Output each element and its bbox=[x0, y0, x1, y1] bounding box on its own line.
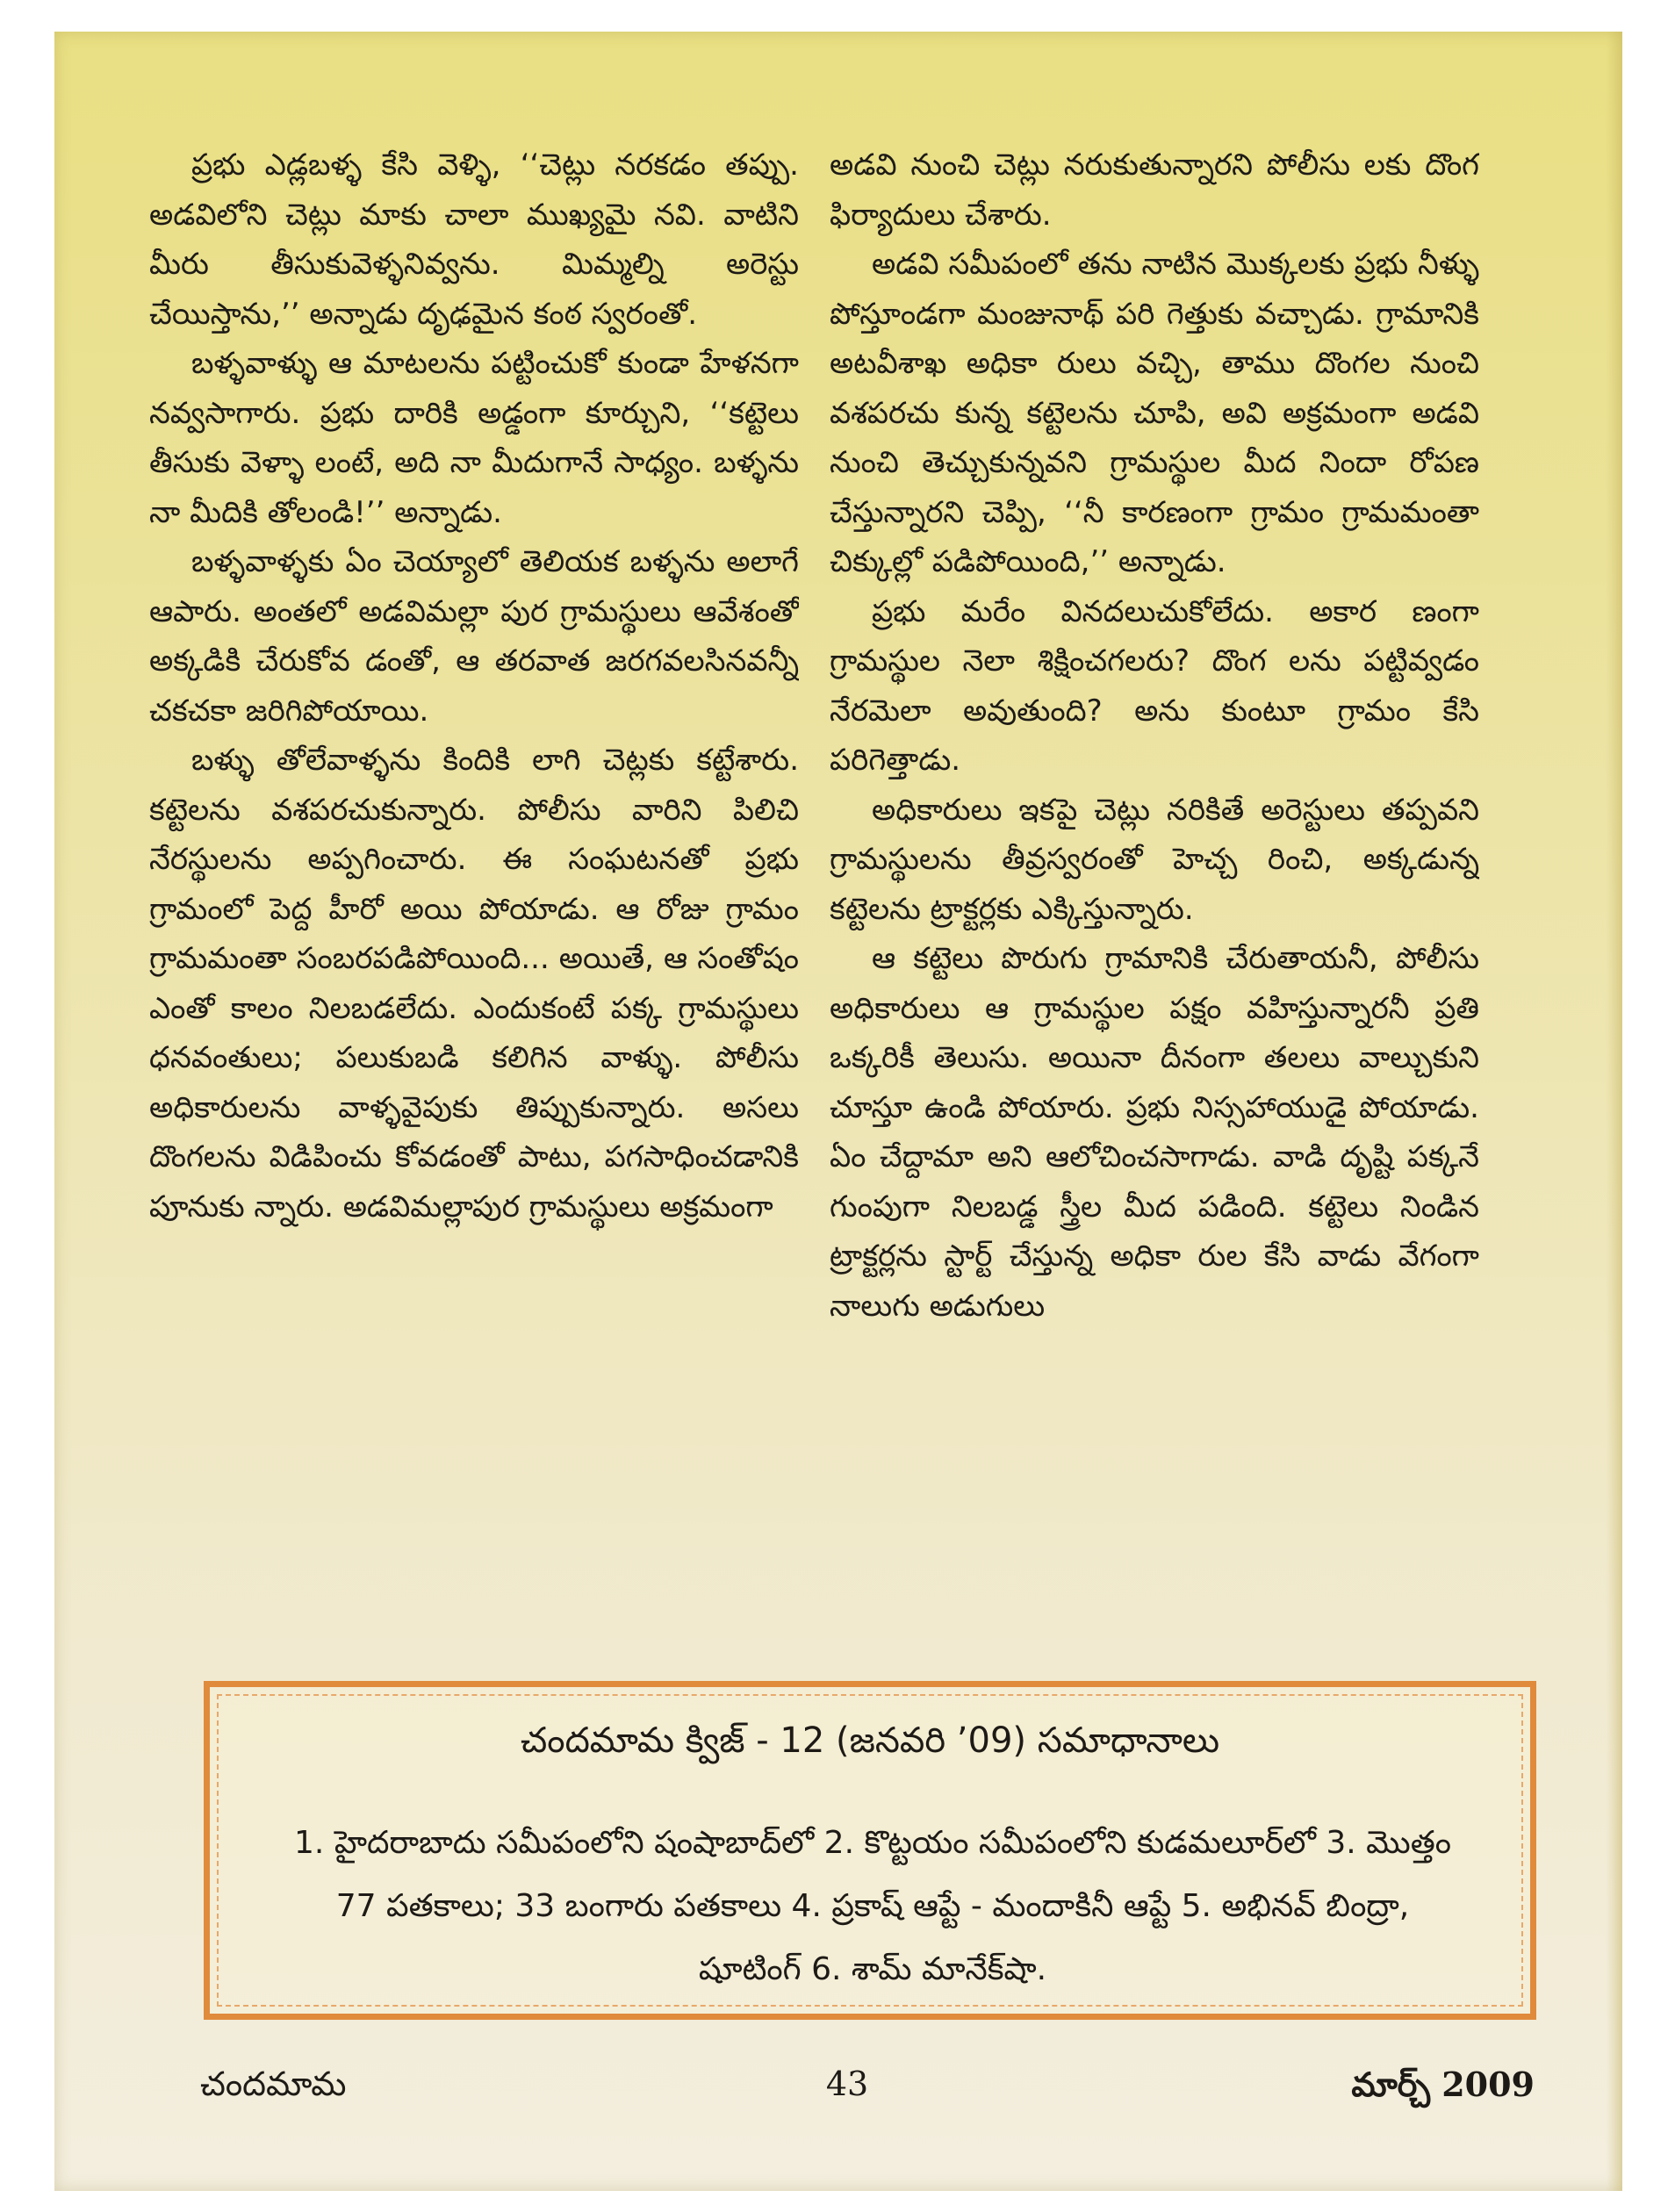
story-paragraph: అడవి సమీపంలో తను నాటిన మొక్కలకు ప్రభు నీళ్ళు పోస్తూండగా మంజునాథ్ పరి గెత్తుకు వచ్చాడు. గ్రామానికి అటవీశాఖ అధికా రులు వచ్చి, తాము దొంగల నుంచి వశపరచు కున్న కట్టెలను చూపి, అవి అక్రమంగా అడవి నుంచి తెచ్చుకున్నవని గ్రామస్థుల మీద నిందా రోపణ చేస్తున్నారని చెప్పి, ‘‘నీ కారణంగా గ్రామం గ్రామమంతా చిక్కుల్లో పడిపోయింది,’’ అన్నాడు. bbox=[830, 247, 1479, 579]
story-paragraph: అధికారులు ఇకపై చెట్లు నరికితే అరెస్టులు తప్పవని గ్రామస్థులను తీవ్రస్వరంతో హెచ్చ రించి, అక్కడున్న కట్టెలను ట్రాక్టర్లకు ఎక్కిస్తున్నారు. bbox=[830, 792, 1479, 927]
footer-page-number: 43 bbox=[825, 2065, 869, 2103]
story-column-left bbox=[149, 140, 799, 1650]
quiz-answers-text: 1. హైదరాబాదు సమీపంలోని షంషాబాద్‌లో 2. కొట్టయం సమీపంలోని కుడమలూర్‌లో 3. మొత్తం 77 పతకాలు; 33 బంగారు పతకాలు 4. ప్రకాష్ ఆప్టే - మందాకినీ ఆప్టే 5. అభినవ్ బింద్రా, షూటింగ్ 6. శామ్ మానేక్‌షా. bbox=[294, 1825, 1451, 1987]
story-paragraph: అడవి నుంచి చెట్లు నరుకుతున్నారని పోలీసు లకు దొంగ ఫిర్యాదులు చేశారు. bbox=[830, 147, 1479, 233]
footer-issue-date: మార్చ్ 2009 bbox=[1351, 2065, 1535, 2104]
page-edge-shadow bbox=[1607, 32, 1622, 2191]
story-paragraph: ఆ కట్టెలు పొరుగు గ్రామానికి చేరుతాయనీ, పోలీసు అధికారులు ఆ గ్రామస్థుల పక్షం వహిస్తున్నారనీ ప్రతి ఒక్కరికీ తెలుసు. అయినా దీనంగా తలలు వాల్చుకుని చూస్తూ ఉండి పోయారు. ప్రభు నిస్సహాయుడై పోయాడు. ఏం చేద్దామా అని ఆలోచించసాగాడు. వాడి దృష్టి పక్కనే గుంపుగా నిలబడ్డ స్త్రీల మీద పడింది. కట్టెలు నిండిన ట్రాక్టర్లను స్టార్ట్ చేస్తున్న అధికా రుల కేసి వాడు వేగంగా నాలుగు అడుగులు bbox=[830, 941, 1479, 1324]
story-paragraph: ప్రభు ఎడ్లబళ్ళ కేసి వెళ్ళి, ‘‘చెట్లు నరకడం తప్పు. అడవిలోని చెట్లు మాకు చాలా ముఖ్యమై నవి. వాటిని మీరు తీసుకువెళ్ళనివ్వను. మిమ్మల్ని అరెస్టు చేయిస్తాను,’’ అన్నాడు దృఢమైన కంఠ స్వరంతో. bbox=[149, 147, 799, 332]
quiz-title: చందమామ క్విజ్ - 12 (జనవరి ’09) సమాధానాలు bbox=[520, 1720, 1220, 1761]
footer-magazine-name: చందమామ bbox=[200, 2065, 347, 2103]
story-column-right bbox=[830, 140, 1479, 1650]
quiz-answers-box bbox=[204, 1681, 1536, 2020]
story-paragraph: బళ్ళవాళ్ళకు ఏం చెయ్యాలో తెలియక బళ్ళను అలాగే ఆపారు. అంతలో అడవిమల్లా పుర గ్రామస్థులు ఆవేశంతో అక్కడికి చేరుకోవ డంతో, ఆ తరవాత జరగవలసినవన్నీ చకచకా జరిగిపోయాయి. bbox=[149, 544, 799, 729]
story-paragraph: బళ్ళవాళ్ళు ఆ మాటలను పట్టించుకో కుండా హేళనగా నవ్వసాగారు. ప్రభు దారికి అడ్డంగా కూర్చుని, ‘‘కట్టెలు తీసుకు వెళ్ళా లంటే, అది నా మీదుగానే సాధ్యం. బళ్ళను నా మీదికి తోలండి!’’ అన్నాడు. bbox=[149, 346, 799, 530]
story-paragraph: ప్రభు మరేం వినదలుచుకోలేదు. అకార ణంగా గ్రామస్థుల నెలా శిక్షించగలరు? దొంగ లను పట్టివ్వడం నేరమెలా అవుతుంది? అను కుంటూ గ్రామం కేసి పరిగెత్తాడు. bbox=[830, 593, 1479, 778]
story-paragraph: బళ్ళు తోలేవాళ్ళను కిందికి లాగి చెట్లకు కట్టేశారు. కట్టెలను వశపరచుకున్నారు. పోలీసు వారిని పిలిచి నేరస్థులను అప్పగించారు. ఈ సంఘటనతో ప్రభు గ్రామంలో పెద్ద హీరో అయి పోయాడు. ఆ రోజు గ్రామం గ్రామమంతా సంబరపడిపోయింది... అయితే, ఆ సంతోషం ఎంతో కాలం నిలబడలేదు. ఎందుకంటే పక్క గ్రామస్థులు ధనవంతులు; పలుకుబడి కలిగిన వాళ్ళు. పోలీసు అధికారులను వాళ్ళవైపుకు తిప్పుకున్నారు. అసలు దొంగలను విడిపించు కోవడంతో పాటు, పగసాధించడానికి పూనుకు న్నారు. అడవిమల్లాపుర గ్రామస్థులు అక్రమంగా bbox=[149, 743, 799, 1224]
